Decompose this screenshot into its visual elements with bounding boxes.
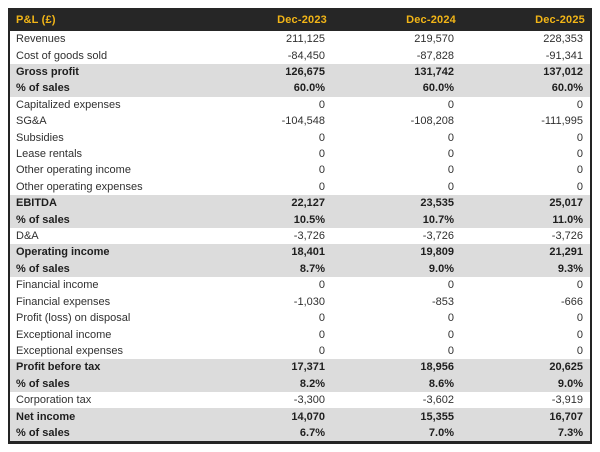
cell-value-dec-2023: 0: [318, 148, 325, 161]
table-row: [10, 97, 590, 113]
row-label: Exceptional expenses: [16, 344, 124, 357]
table-row: [10, 425, 590, 441]
cell-value-dec-2024: -853: [431, 295, 454, 308]
cell-value-dec-2025: 9.0%: [557, 377, 583, 390]
cell-value-dec-2023: 8.7%: [299, 262, 325, 275]
row-label: Net income: [16, 410, 76, 423]
table-row: [10, 179, 590, 195]
cell-value-dec-2025: -111,995: [541, 115, 583, 128]
table-row: [10, 211, 590, 227]
cell-value-dec-2025: -3,726: [551, 230, 583, 243]
cell-value-dec-2025: 21,291: [549, 246, 583, 259]
cell-value-dec-2023: 22,127: [291, 197, 325, 210]
cell-value-dec-2025: 9.3%: [557, 262, 583, 275]
cell-value-dec-2023: 10.5%: [293, 213, 325, 226]
cell-value-dec-2024: 0: [447, 279, 454, 292]
cell-value-dec-2023: -1,030: [293, 295, 325, 308]
row-label: Financial income: [16, 279, 99, 292]
cell-value-dec-2023: 0: [318, 98, 325, 111]
table-row: [10, 376, 590, 392]
cell-value-dec-2024: 0: [447, 148, 454, 161]
column-header-dec-2024: Dec-2024: [406, 13, 456, 26]
cell-value-dec-2025: 0: [576, 328, 583, 341]
table-row: [10, 162, 590, 178]
cell-value-dec-2023: 17,371: [291, 361, 325, 374]
table-row: [10, 129, 590, 145]
cell-value-dec-2024: 131,742: [414, 66, 454, 79]
table-row: [10, 359, 590, 375]
row-label: Other operating expenses: [16, 180, 143, 193]
row-label: Operating income: [16, 246, 110, 259]
table-row: [10, 343, 590, 359]
cell-value-dec-2024: 0: [447, 344, 454, 357]
row-label: SG&A: [16, 115, 47, 128]
row-label: % of sales: [16, 82, 70, 95]
cell-value-dec-2024: 0: [447, 312, 454, 325]
table-row: [10, 294, 590, 310]
cell-value-dec-2025: 20,625: [549, 361, 583, 374]
cell-value-dec-2025: 0: [576, 180, 583, 193]
row-label: % of sales: [16, 377, 70, 390]
row-label: D&A: [16, 230, 39, 243]
cell-value-dec-2025: 228,353: [543, 33, 583, 46]
cell-value-dec-2025: 0: [576, 148, 583, 161]
row-label: Corporation tax: [16, 394, 92, 407]
cell-value-dec-2023: 0: [318, 328, 325, 341]
row-label: Profit (loss) on disposal: [16, 312, 131, 325]
cell-value-dec-2023: -84,450: [287, 49, 325, 62]
cell-value-dec-2023: 0: [318, 164, 325, 177]
table-row: [10, 244, 590, 260]
column-header-dec-2025: Dec-2025: [535, 13, 585, 26]
row-label: Gross profit: [16, 66, 79, 79]
cell-value-dec-2024: 0: [447, 98, 454, 111]
cell-value-dec-2023: 8.2%: [299, 377, 325, 390]
row-label: EBITDA: [16, 197, 57, 210]
cell-value-dec-2024: 60.0%: [422, 82, 454, 95]
table-row: [10, 228, 590, 244]
cell-value-dec-2023: 6.7%: [299, 426, 325, 439]
cell-value-dec-2025: 11.0%: [552, 213, 583, 226]
row-label: Revenues: [16, 33, 66, 46]
cell-value-dec-2024: 0: [447, 180, 454, 193]
row-label: Profit before tax: [16, 361, 101, 374]
row-label: Financial expenses: [16, 295, 111, 308]
cell-value-dec-2025: 0: [576, 164, 583, 177]
cell-value-dec-2024: 219,570: [414, 33, 454, 46]
cell-value-dec-2023: 0: [318, 312, 325, 325]
table-row: [10, 146, 590, 162]
cell-value-dec-2024: -108,208: [410, 115, 454, 128]
cell-value-dec-2025: 16,707: [549, 410, 583, 423]
cell-value-dec-2023: 18,401: [291, 246, 325, 259]
cell-value-dec-2024: 10.7%: [422, 213, 454, 226]
column-header-dec-2023: Dec-2023: [277, 13, 327, 26]
cell-value-dec-2025: 0: [576, 279, 583, 292]
row-label: Subsidies: [16, 131, 64, 144]
cell-value-dec-2025: 7.3%: [557, 426, 583, 439]
cell-value-dec-2023: -3,300: [293, 394, 325, 407]
cell-value-dec-2025: 0: [576, 312, 583, 325]
cell-value-dec-2025: -3,919: [551, 394, 583, 407]
table-row: [10, 261, 590, 277]
table-header-row: [8, 8, 592, 31]
cell-value-dec-2025: -91,341: [545, 49, 583, 62]
row-label: Lease rentals: [16, 148, 83, 161]
row-label: Capitalized expenses: [16, 98, 121, 111]
table-row: [10, 80, 590, 96]
table-row: [10, 64, 590, 80]
cell-value-dec-2024: 23,535: [420, 197, 454, 210]
cell-value-dec-2023: 211,125: [286, 33, 325, 46]
cell-value-dec-2025: -666: [560, 295, 583, 308]
cell-value-dec-2025: 60.0%: [551, 82, 583, 95]
cell-value-dec-2023: 126,675: [285, 66, 325, 79]
cell-value-dec-2024: 15,355: [420, 410, 454, 423]
cell-value-dec-2025: 25,017: [549, 197, 583, 210]
cell-value-dec-2024: 0: [447, 328, 454, 341]
table-title: P&L (£): [16, 13, 56, 26]
row-label: Exceptional income: [16, 328, 112, 341]
table-row: [10, 113, 590, 129]
table-row: [10, 326, 590, 342]
cell-value-dec-2024: 7.0%: [428, 426, 454, 439]
cell-value-dec-2023: 0: [318, 131, 325, 144]
table-row: [10, 195, 590, 211]
cell-value-dec-2023: 0: [318, 180, 325, 193]
cell-value-dec-2024: 0: [447, 131, 454, 144]
row-label: % of sales: [16, 262, 70, 275]
cell-value-dec-2024: 0: [447, 164, 454, 177]
cell-value-dec-2023: 60.0%: [293, 82, 325, 95]
cell-value-dec-2024: -87,828: [416, 49, 454, 62]
table-row: [10, 392, 590, 408]
cell-value-dec-2025: 0: [576, 131, 583, 144]
cell-value-dec-2023: 0: [318, 279, 325, 292]
row-label: Cost of goods sold: [16, 49, 108, 62]
cell-value-dec-2024: 18,956: [420, 361, 454, 374]
cell-value-dec-2024: -3,726: [422, 230, 454, 243]
cell-value-dec-2023: -104,548: [281, 115, 325, 128]
table-row: [10, 408, 590, 424]
table-body: [10, 31, 590, 441]
cell-value-dec-2023: 14,070: [291, 410, 325, 423]
cell-value-dec-2024: 9.0%: [428, 262, 454, 275]
cell-value-dec-2024: -3,602: [422, 394, 454, 407]
cell-value-dec-2024: 19,809: [420, 246, 454, 259]
pl-forecast-table: [8, 8, 592, 444]
cell-value-dec-2024: 8.6%: [428, 377, 454, 390]
table-row: [10, 31, 590, 47]
table-row: [10, 277, 590, 293]
cell-value-dec-2025: 0: [576, 98, 583, 111]
cell-value-dec-2025: 0: [576, 344, 583, 357]
table-row: [10, 47, 590, 63]
cell-value-dec-2023: -3,726: [293, 230, 325, 243]
row-label: % of sales: [16, 426, 70, 439]
cell-value-dec-2025: 137,012: [543, 66, 583, 79]
row-label: % of sales: [16, 213, 70, 226]
table-row: [10, 310, 590, 326]
row-label: Other operating income: [16, 164, 131, 177]
cell-value-dec-2023: 0: [318, 344, 325, 357]
